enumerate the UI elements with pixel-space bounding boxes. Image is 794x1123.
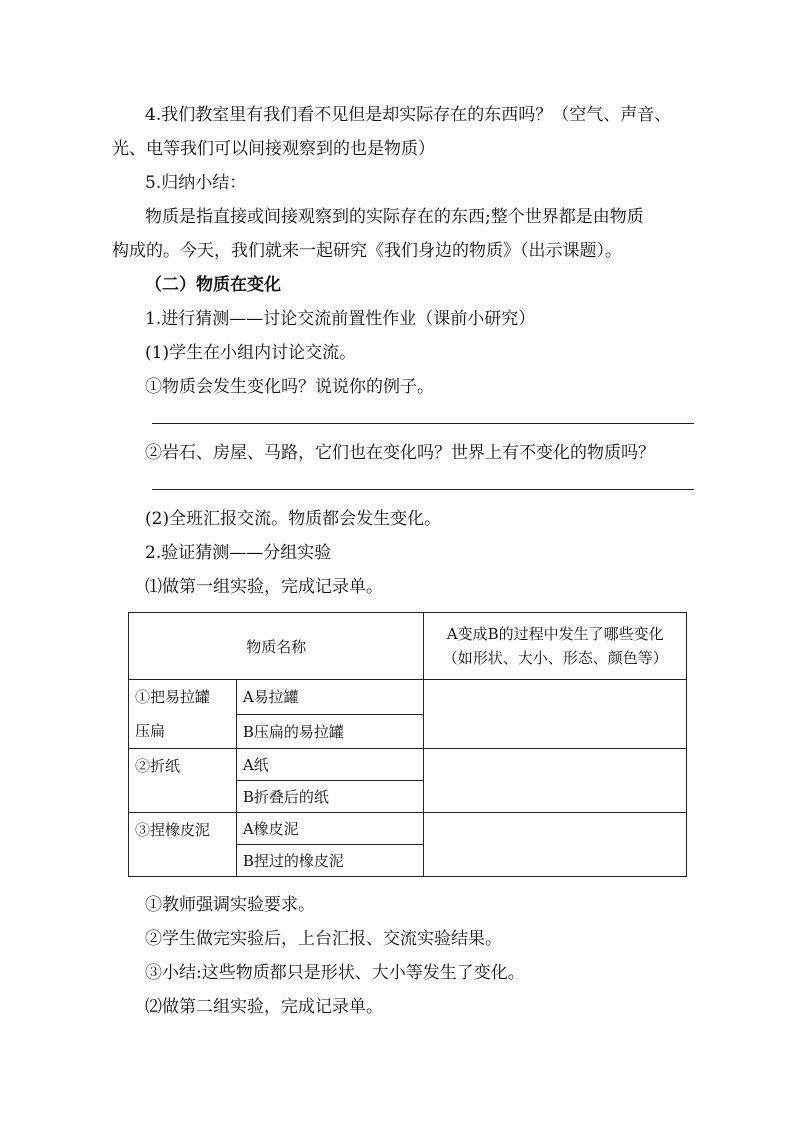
group-label [129, 813, 237, 877]
header-change-line-1: A变成B的过程中发生了哪些变化 [446, 625, 664, 643]
item-b: B压扁的易拉罐 [236, 714, 424, 749]
header-change [424, 613, 687, 680]
definition-paragraph-cont: 构成的。今天，我们就来一起研究《我们身边的物质》（出示课题）。 [112, 241, 622, 261]
answer-line-1 [152, 423, 694, 424]
step-1: 1.进行猜测——讨论交流前置性作业（课前小研究） [145, 309, 536, 329]
item-a: A纸 [236, 749, 424, 781]
paragraph-5: 5.归纳小结： [145, 173, 247, 193]
section-heading: （二）物质在变化 [145, 275, 281, 295]
paragraph-4: 4.我们教室里有我们看不见但是却实际存在的东西吗？（空气、声音、 [145, 105, 672, 125]
step-2: 2.验证猜测——分组实验 [145, 543, 332, 563]
group-label [129, 680, 237, 749]
table-row [129, 749, 687, 781]
question-1: ①物质会发生变化吗？说说你的例子。 [145, 377, 434, 397]
definition-paragraph: 物质是指直接或间接观察到的实际存在的东西;整个世界都是由物质 [145, 207, 644, 227]
table-row [129, 813, 687, 845]
item-b: B折叠后的纸 [236, 781, 424, 813]
group-label-line: 压扁 [135, 722, 166, 740]
item-b: B捏过的橡皮泥 [236, 845, 424, 877]
record-table [128, 612, 687, 877]
question-2: ②岩石、房屋、马路，它们也在变化吗？世界上有不变化的物质吗？ [145, 443, 655, 463]
step-2-note-3: ③小结:这些物质都只是形状、大小等发生了变化。 [145, 963, 525, 983]
change-answer-cell[interactable] [424, 749, 687, 813]
header-substance-name: 物质名称 [129, 613, 424, 680]
step-1-sub-1: (1)学生在小组内讨论交流。 [145, 343, 357, 363]
header-change-line-2: （如形状、大小、形态、颜色等） [442, 649, 668, 667]
answer-line-2 [152, 489, 694, 490]
step-2-note-1: ①教师强调实验要求。 [145, 895, 315, 915]
group-label-line: ②折纸 [135, 757, 181, 775]
group-label [129, 749, 237, 813]
group-label-line: ①把易拉罐 [135, 688, 211, 706]
item-a: A易拉罐 [236, 680, 424, 715]
step-2-note-2: ②学生做完实验后，上台汇报、交流实验结果。 [145, 929, 502, 949]
group-label-line: ③捏橡皮泥 [135, 821, 211, 839]
table-header-row [129, 613, 687, 680]
step-2-sub-1: ⑴做第一组实验，完成记录单。 [145, 577, 383, 597]
change-answer-cell[interactable] [424, 813, 687, 877]
item-a: A橡皮泥 [236, 813, 424, 845]
table-row [129, 680, 687, 715]
paragraph-4-cont: 光、电等我们可以间接观察到的也是物质） [112, 139, 435, 159]
step-2-sub-2: ⑵做第二组实验，完成记录单。 [145, 997, 383, 1017]
step-1-sub-2: (2)全班汇报交流。物质都会发生变化。 [145, 509, 442, 529]
change-answer-cell[interactable] [424, 680, 687, 749]
